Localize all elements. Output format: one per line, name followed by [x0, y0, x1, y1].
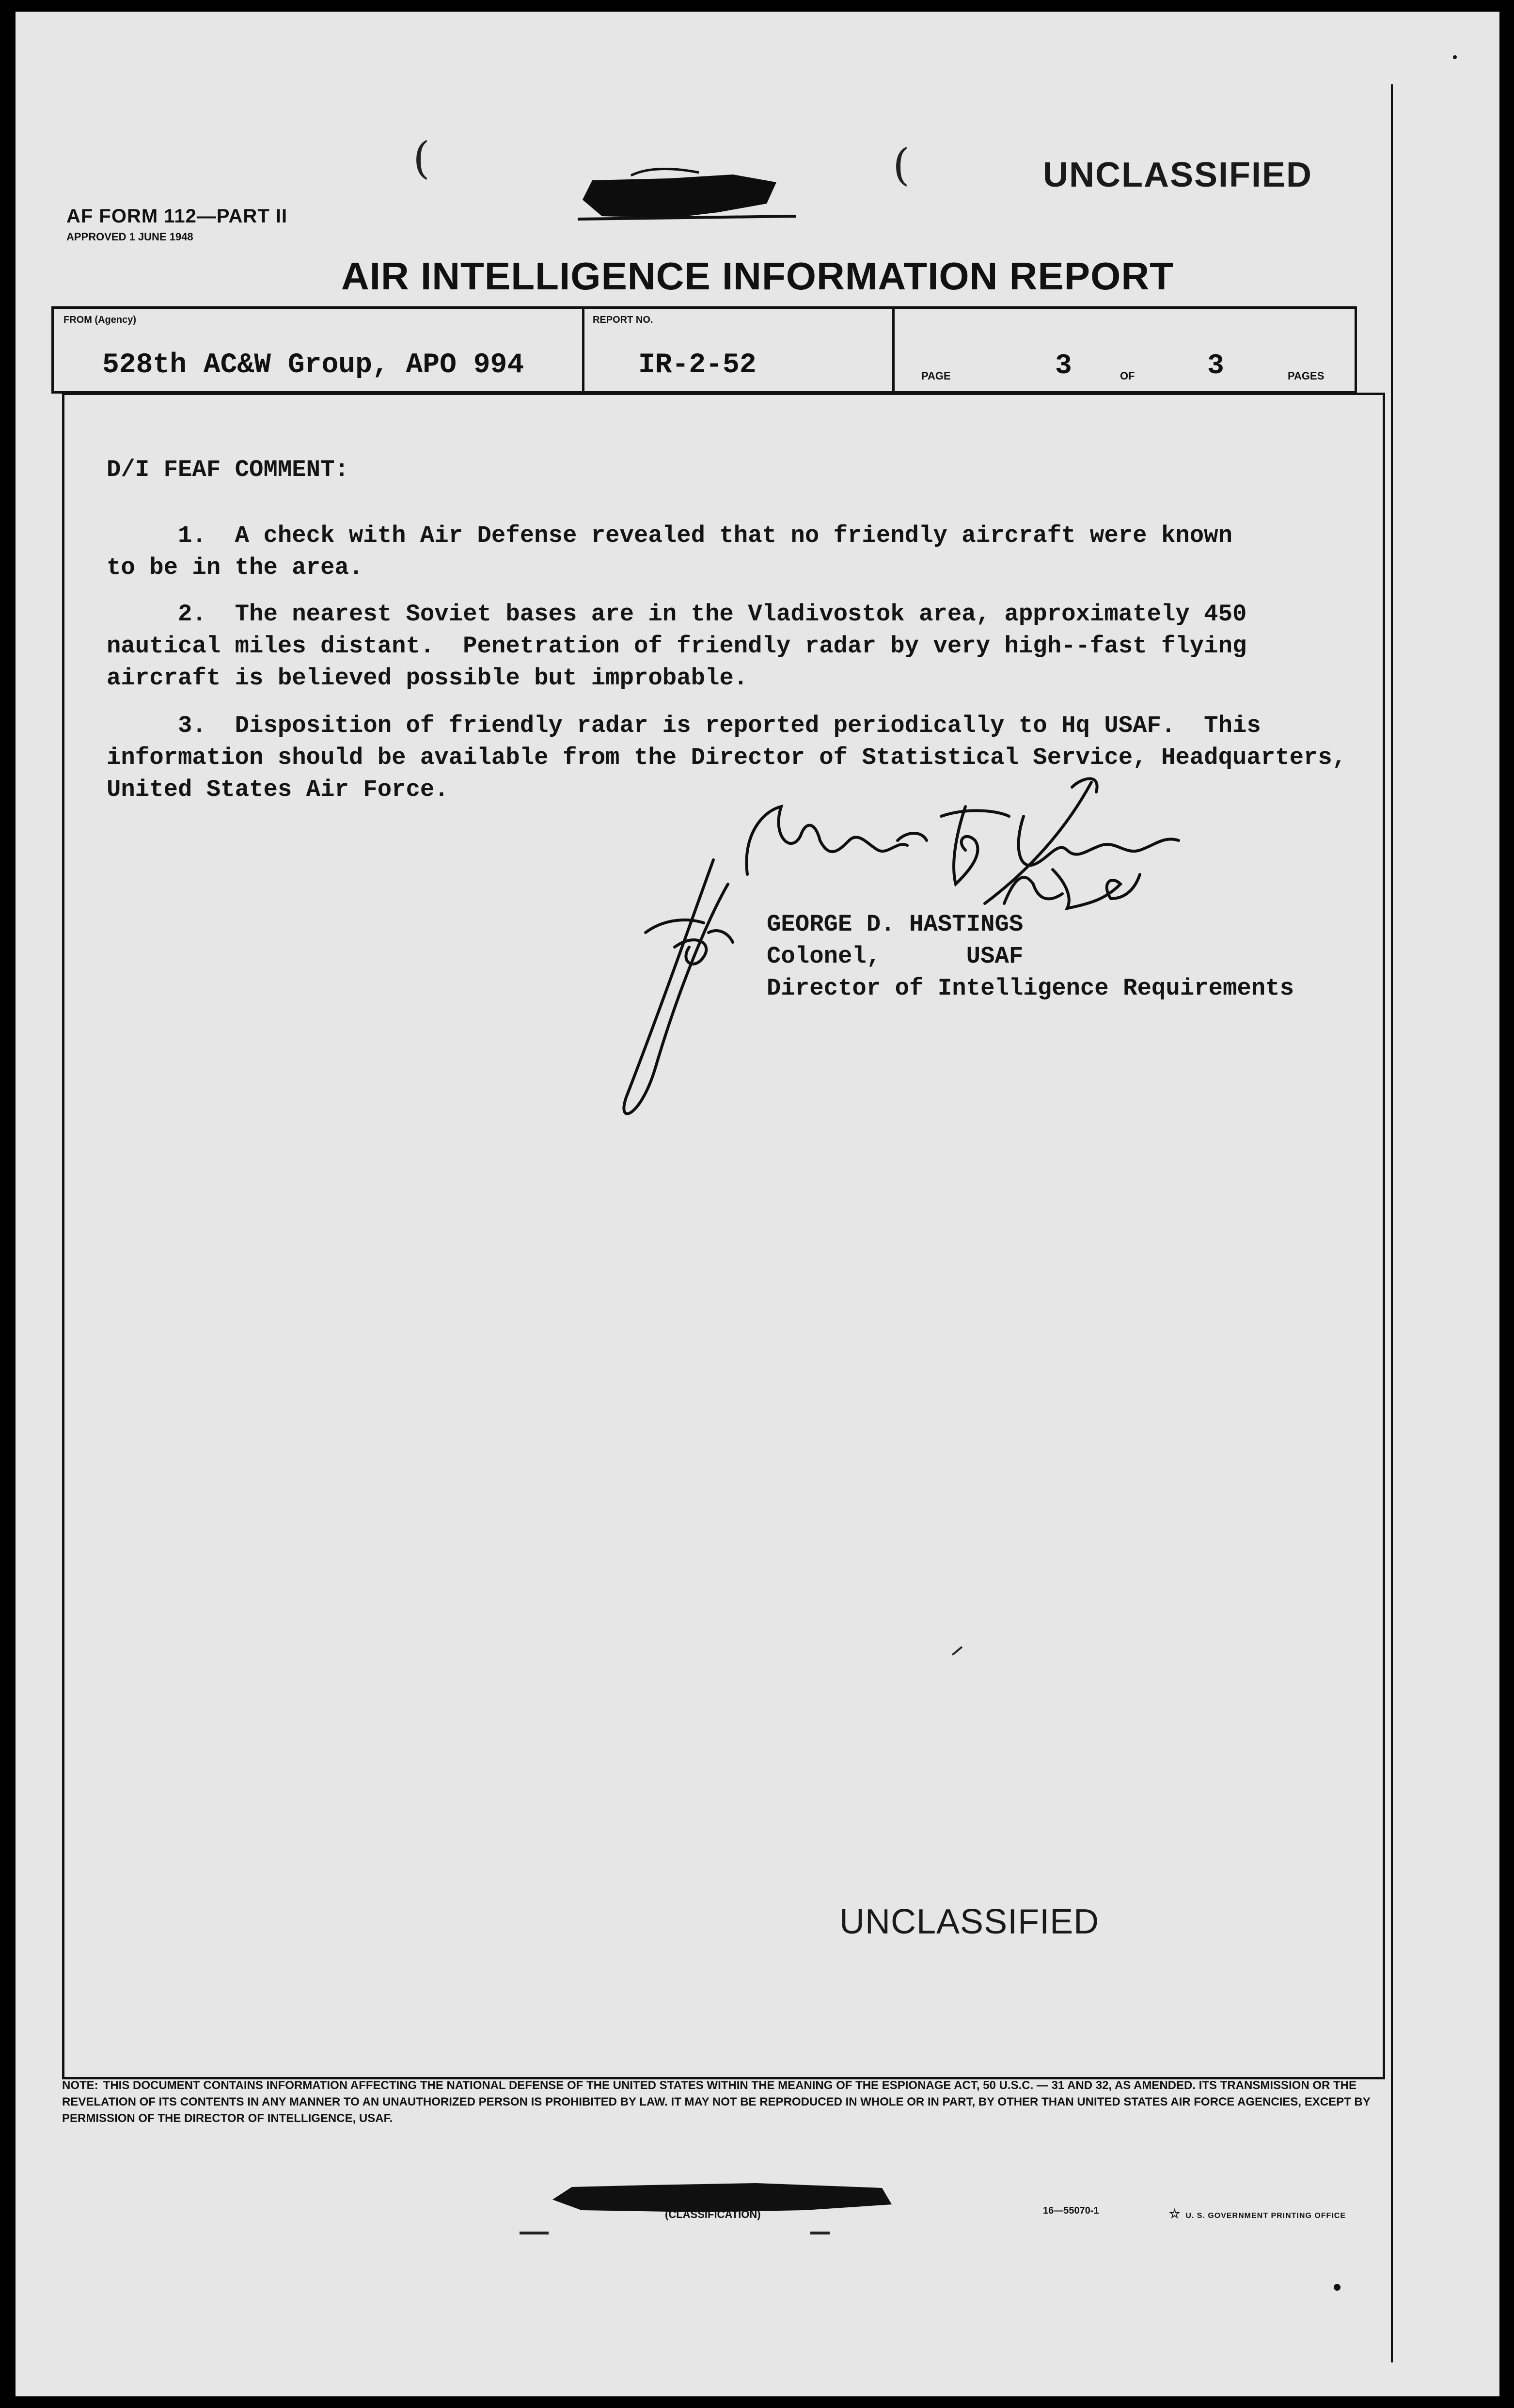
header-divider: [582, 309, 584, 391]
paragraph-line: 2. The nearest Soviet bases are in the Vladivostok area, approximately 450: [107, 601, 1247, 628]
note-label: NOTE:: [62, 2079, 98, 2092]
paragraph-line: nautical miles distant. Penetration of friendly radar by very high--fast flying: [107, 633, 1247, 660]
scan-mark: [810, 2232, 830, 2234]
classification-caption: (CLASSIFICATION): [665, 2208, 761, 2220]
scan-mark: [520, 2232, 549, 2234]
paragraph-line: aircraft is believed possible but improbable.: [107, 665, 748, 692]
form-title: AIR INTELLIGENCE INFORMATION REPORT: [341, 254, 1174, 298]
report-no-label: REPORT NO.: [593, 315, 653, 325]
header-box: [51, 306, 1357, 394]
redaction-top: [573, 166, 796, 224]
scan-mark-left: (: [413, 133, 430, 184]
footer-note: [62, 2077, 1400, 2127]
form-approved-date: APPROVED 1 JUNE 1948: [66, 231, 193, 243]
paragraph-line: information should be available from the Director of Statistical Service, Headquarters,: [107, 744, 1347, 771]
document-page: [16, 12, 1499, 2396]
from-value: 528th AC&W Group, APO 994: [102, 349, 524, 381]
printer-imprint: [1169, 2206, 1346, 2221]
signer-title: Director of Intelligence Requirements: [767, 975, 1294, 1002]
classification-top: UNCLASSIFIED: [1043, 156, 1313, 194]
paragraph-line: 1. A check with Air Defense revealed that no friendly aircraft were known: [107, 522, 1232, 549]
comment-heading: D/I FEAF COMMENT:: [107, 456, 349, 483]
report-no-value: IR-2-52: [638, 349, 757, 381]
of-value: 3: [1207, 350, 1224, 382]
of-label: OF: [1120, 370, 1135, 382]
star-icon: ☆: [1169, 2206, 1181, 2221]
signer-name: GEORGE D. HASTINGS: [767, 911, 1024, 938]
page-value: 3: [1055, 350, 1072, 382]
scan-mark-right: (: [893, 140, 910, 190]
note-text: THIS DOCUMENT CONTAINS INFORMATION AFFECTING THE NATIONAL DEFENSE OF THE UNITED STATES WITHIN THE MEANING OF THE ESPIONAGE ACT, 50 U.S.C. — 31 AND 32, AS AMENDED. ITS TRANSMISSION OR THE REVELATION OF ITS CONTENTS IN ANY MANNER TO AN UNAUTHORIZED PERSON IS PROHIBITED BY LAW. IT MAY NOT BE REPRODUCED IN WHOLE OR IN PART, BY OTHER THAN UNITED STATES AIR FORCE AGENCIES, EXCEPT BY PERMISSION OF THE DIRECTOR OF INTELLIGENCE, USAF.: [62, 2079, 1371, 2125]
printer-name: U. S. GOVERNMENT PRINTING OFFICE: [1185, 2212, 1346, 2220]
scan-dot: [1334, 2284, 1341, 2291]
paragraph-1: [107, 520, 1232, 584]
signer-rank: Colonel, USAF: [767, 943, 1024, 970]
classification-bottom: UNCLASSIFIED: [839, 1902, 1100, 1941]
form-code: 16—55070-1: [1043, 2205, 1099, 2216]
page-label: PAGE: [921, 370, 951, 382]
paragraph-line: 3. Disposition of friendly radar is reported periodically to Hq USAF. This: [107, 712, 1261, 739]
pages-label: PAGES: [1288, 370, 1325, 382]
from-label: FROM (Agency): [63, 315, 136, 325]
paragraph-line: United States Air Force.: [107, 776, 449, 803]
scan-dot: [1453, 55, 1457, 59]
header-divider: [892, 309, 895, 391]
form-number: AF FORM 112—PART II: [66, 206, 288, 227]
paragraph-2: [107, 598, 1246, 694]
right-edge-rule: [1391, 84, 1393, 2362]
paragraph-line: to be in the area.: [107, 554, 363, 581]
